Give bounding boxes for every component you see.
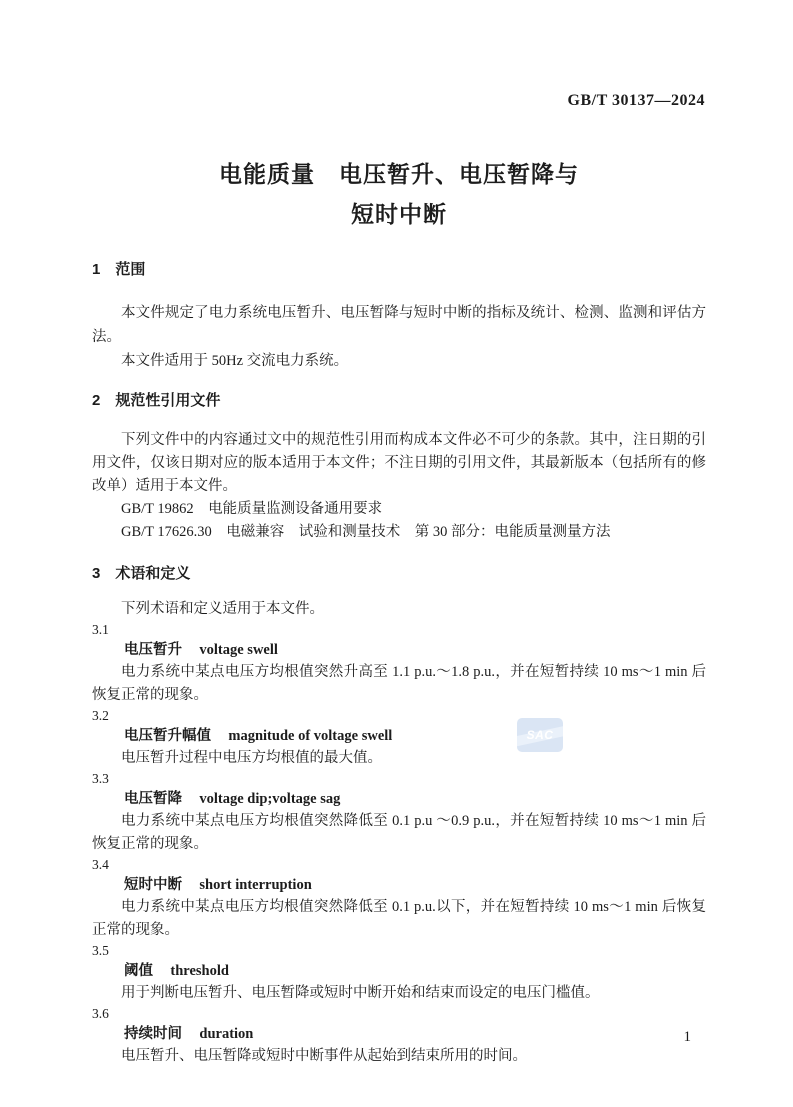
term-name-en: threshold	[170, 963, 229, 979]
term-name-zh: 电压暂升幅值	[124, 728, 211, 744]
section-1-paragraph-2: 本文件适用于 50Hz 交流电力系统。	[121, 353, 349, 369]
term-definition: 电力系统中某点电压方均根值突然降低至 0.1 p.u.以下，并在短暂持续 10 ms～1 min 后恢复正常的现象。	[92, 899, 706, 938]
sac-watermark-logo	[517, 718, 563, 752]
term-name	[92, 725, 706, 747]
term-definition: 电压暂升、电压暂降或短时中断事件从起始到结束所用的时间。	[121, 1048, 527, 1064]
term-name	[92, 874, 706, 896]
section-3-heading: 3 术语和定义	[92, 565, 191, 582]
section-2-paragraph-1: 下列文件中的内容通过文中的规范性引用而构成本文件必不可少的条款。其中，注日期的引用文件，仅该日期对应的版本适用于本文件；不注日期的引用文件，其最新版本（包括所有的修改单）适用于本文件。	[92, 432, 706, 494]
term-definition: 电压暂升过程中电压方均根值的最大值。	[121, 750, 382, 766]
term-definition: 用于判断电压暂升、电压暂降或短时中断开始和结束而设定的电压门槛值。	[121, 985, 600, 1001]
doc-number: GB/T 30137—2024	[567, 92, 705, 109]
sac-watermark-text: SAC	[526, 728, 554, 742]
term-entry-3-5	[92, 942, 706, 1005]
term-name	[92, 788, 706, 810]
term-name-zh: 电压暂升	[124, 642, 182, 658]
term-number: 3.4	[92, 857, 109, 872]
term-entry-3-4	[92, 856, 706, 942]
normative-reference-2: GB/T 17626.30 电磁兼容 试验和测量技术 第 30 部分：电能质量测量方法	[121, 524, 611, 540]
page-number: 1	[683, 1029, 691, 1045]
section-1-heading: 1 范围	[92, 261, 146, 278]
section-2-heading: 2 规范性引用文件	[92, 392, 221, 409]
term-name	[92, 639, 706, 661]
term-number: 3.3	[92, 771, 109, 786]
term-number: 3.6	[92, 1006, 109, 1021]
term-name-en: duration	[199, 1026, 254, 1042]
terms-list	[92, 621, 706, 1068]
document-title	[92, 154, 706, 234]
term-name-zh: 阈值	[124, 963, 153, 979]
term-definition: 电力系统中某点电压方均根值突然降低至 0.1 p.u ～0.9 p.u.，并在短暂持续 10 ms～1 min 后恢复正常的现象。	[92, 813, 706, 852]
term-number: 3.2	[92, 708, 109, 723]
section-1-paragraph-1: 本文件规定了电力系统电压暂升、电压暂降与短时中断的指标及统计、检测、监测和评估方法。	[92, 305, 706, 345]
term-name-zh: 短时中断	[124, 877, 182, 893]
term-entry-3-2	[92, 707, 706, 770]
term-name-en: short interruption	[199, 877, 312, 893]
term-name	[92, 1023, 706, 1045]
term-entry-3-1	[92, 621, 706, 707]
document-title-line1: 电能质量 电压暂升、电压暂降与	[219, 161, 579, 187]
normative-reference-1: GB/T 19862 电能质量监测设备通用要求	[121, 501, 383, 517]
term-name-en: voltage swell	[199, 642, 278, 658]
term-name-zh: 电压暂降	[124, 791, 182, 807]
term-name-en: magnitude of voltage swell	[228, 728, 393, 744]
term-entry-3-3	[92, 770, 706, 856]
section-3-intro: 下列术语和定义适用于本文件。	[121, 601, 324, 617]
term-entry-3-6	[92, 1005, 706, 1068]
term-definition: 电力系统中某点电压方均根值突然升高至 1.1 p.u.～1.8 p.u.，并在短暂持续 10 ms～1 min 后恢复正常的现象。	[92, 664, 706, 703]
term-number: 3.1	[92, 622, 109, 637]
term-name	[92, 960, 706, 982]
term-name-en: voltage dip;voltage sag	[199, 791, 341, 807]
term-name-zh: 持续时间	[124, 1026, 182, 1042]
page-content	[92, 0, 706, 1068]
term-number: 3.5	[92, 943, 109, 958]
document-title-line2: 短时中断	[351, 201, 447, 227]
